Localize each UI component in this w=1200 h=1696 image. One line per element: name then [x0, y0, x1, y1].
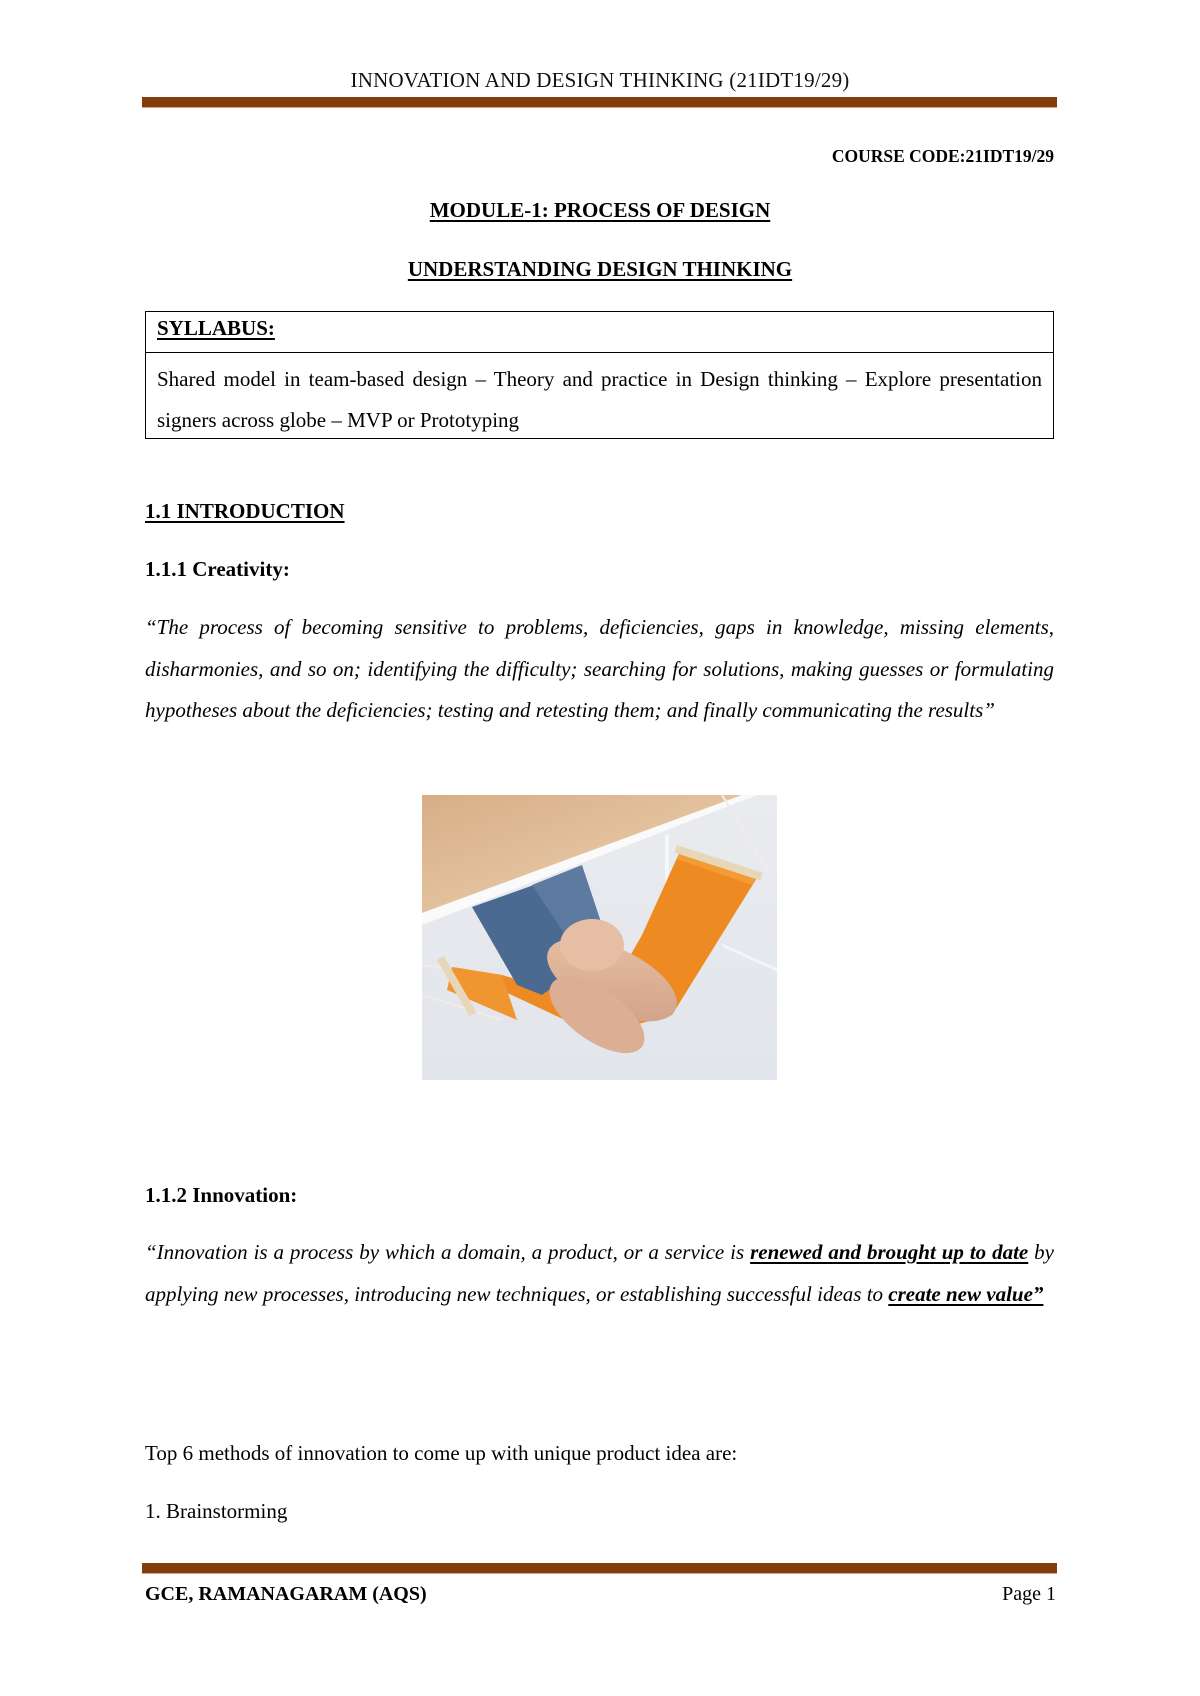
syllabus-heading: [146, 312, 1053, 353]
foot-hammock-illustration: [422, 795, 777, 1080]
section-heading-innovation: [145, 1183, 297, 1208]
innovation-quote: [145, 1232, 1054, 1315]
page-subtitle: [0, 257, 1200, 282]
section-heading-innovation-text: 1.1.2 Innovation:: [145, 1183, 298, 1207]
creativity-quote: “The process of becoming sensitive to problems, deficiencies, gaps in knowledge, missing elements, disharmonies, and so on; identifying the difficulty; searching for solutions, making guesses or formulating hypotheses about the deficiencies; testing and retesting them; and finally communicating the results”: [145, 615, 1054, 722]
syllabus-content: Shared model in team-based design – Theory and practice in Design thinking – Explore presentation signers across globe – MVP or Prototyping: [157, 367, 1042, 432]
innovation-emphasis-create-value: create new value”: [888, 1281, 1044, 1306]
footer-rule: [142, 1563, 1057, 1573]
section-heading-introduction: 1.1 INTRODUCTION: [145, 499, 345, 523]
footer-institution: GCE, RAMANAGARAM (AQS): [145, 1583, 427, 1605]
course-code: COURSE CODE:21IDT19/29: [831, 146, 1054, 166]
running-header-title: INNOVATION AND DESIGN THINKING (21IDT19/29): [350, 68, 850, 92]
methods-list-item: 1. Brainstorming: [145, 1499, 288, 1523]
syllabus-heading-text: SYLLABUS:: [157, 316, 275, 340]
innovation-quote-part2: by applying new processes, introducing new techniques, or establishing successful ideas to: [145, 1240, 1054, 1306]
module-title: [0, 198, 1200, 223]
syllabus-box: [145, 311, 1054, 439]
module-title-text: MODULE-1: PROCESS OF DESIGN: [429, 198, 771, 222]
innovation-emphasis-renewed: renewed and brought up to date: [750, 1240, 1029, 1264]
page-subtitle-text: UNDERSTANDING DESIGN THINKING: [407, 257, 793, 281]
methods-intro: Top 6 methods of innovation to come up with unique product idea are:: [145, 1441, 738, 1465]
innovation-quote-part1: “Innovation is a process by which a domain, a product, or a service is: [145, 1240, 751, 1264]
header-rule: [142, 97, 1057, 107]
foot-hammock-image: [422, 795, 777, 1080]
section-heading-creativity: 1.1.1 Creativity:: [145, 557, 290, 581]
page-number: Page 1: [1002, 1583, 1056, 1605]
